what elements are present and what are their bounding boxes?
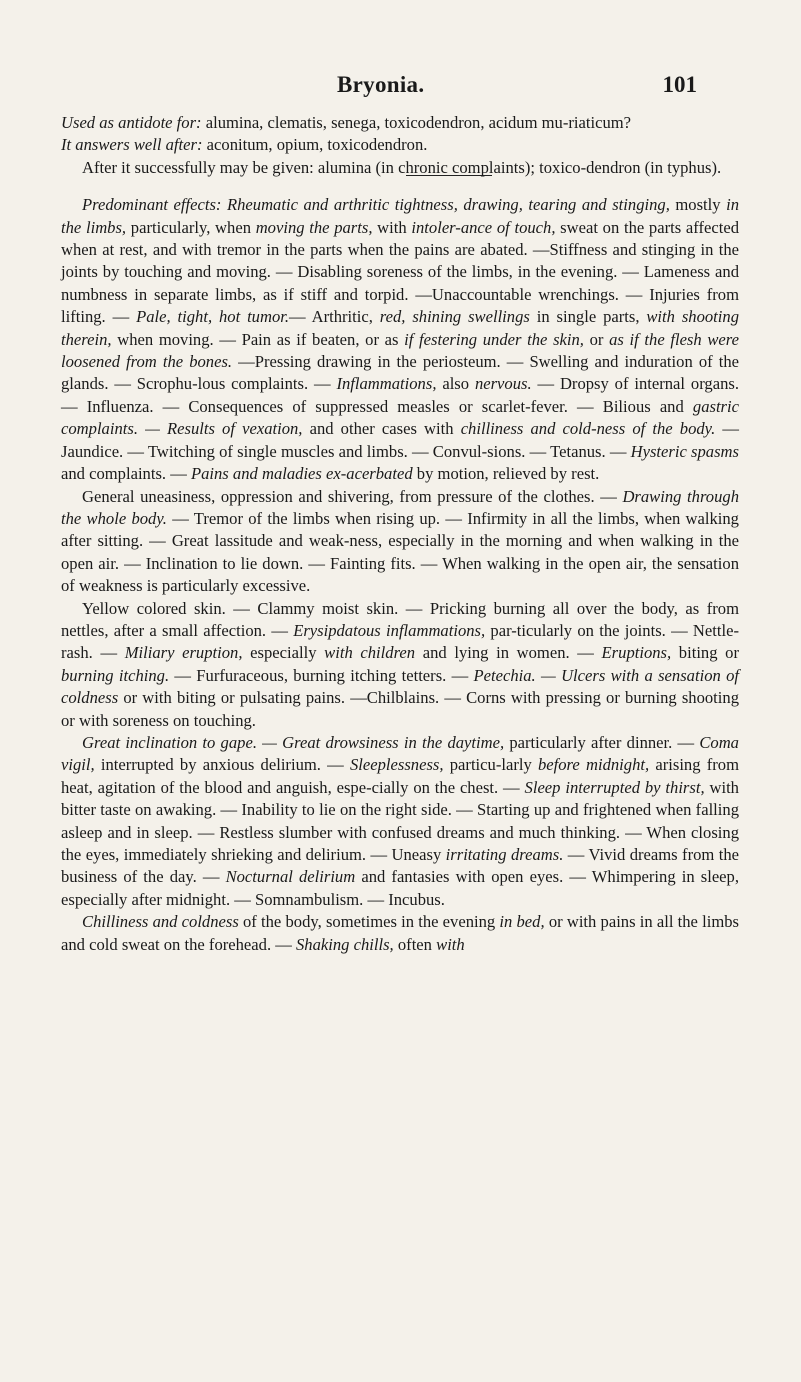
italic-text: intoler-ance of touch, (411, 217, 556, 237)
italic-text: irritating dreams. (445, 845, 564, 864)
italic-text: Erysipdatous inflammations, (293, 620, 486, 640)
body-text: or with biting or pulsating pains. —Chilblains. — Corns with pressing or burning shooting or with soreness on touching. (61, 688, 739, 730)
italic-text: as if the flesh were loosened from the bones. (61, 329, 739, 372)
chilliness-paragraph (61, 911, 739, 956)
italic-text: Chilliness and coldness (82, 912, 239, 932)
body-text: — Arthritic, (289, 307, 380, 327)
body-text: General uneasiness, oppression and shivering, from pressure of the clothes. — (82, 486, 623, 506)
body-text: when moving. — Pain as if beaten, or as (111, 329, 405, 349)
predominant-effects-paragraph (61, 194, 739, 485)
italic-text: in bed, (499, 912, 545, 932)
italic-text: Predominant effects: Rheumatic and arthritic tightness, drawing, tearing and stinging, (82, 195, 670, 215)
body-text: — Furfuraceous, burning itching tetters. — (169, 665, 474, 685)
antidote-text: alumina, clematis, senega, toxicodendron, acidum mu-riaticum? (201, 113, 632, 132)
italic-text: before midnight, (537, 755, 650, 775)
body-text: — Tremor of the limbs when rising up. — Infirmity in all the limbs, when walking after sitting. — Great lassitude and weak-ness, especially in the morning and when walking in the open air. — Inclination to lie down. — Fainting fits. — When walking in the open air, the sensation of weakness is particularly excessive. (61, 508, 739, 596)
body-text: — Vivid dreams from the business of the day. — (61, 845, 739, 887)
body-text: — Jaundice. — Twitching of single muscles and limbs. — Convul-sions. — Tetanus. — (61, 419, 739, 461)
italic-text: Eruptions, (601, 643, 672, 663)
body-text: and complaints. — (61, 464, 191, 484)
body-text: with bitter taste on awaking. — Inability to lie on the right side. — Starting up and frightened when falling asleep and in sleep. — Restless slumber with confused dreams and much thinking. — When closing the eyes, immediately shrieking and delirium. — Uneasy (61, 777, 739, 864)
body-text: often (393, 934, 437, 954)
body-text: especially (242, 643, 325, 663)
italic-text: Inflammations, (336, 374, 437, 394)
body-text: in single parts, (529, 307, 647, 327)
answers-after-paragraph (61, 134, 739, 156)
page-header (0, 72, 801, 102)
italic-text: with (436, 934, 465, 954)
italic-text: with children (324, 643, 416, 663)
body-text: par-ticularly on the joints. — Nettle-rash. — (61, 620, 740, 663)
italic-text: Pale, tight, hot tumor. (136, 307, 290, 327)
body-text: mostly (669, 195, 727, 215)
body-text: particu-larly (443, 755, 538, 775)
body-text: of the body, sometimes in the evening (238, 912, 500, 932)
italic-text: Nocturnal delirium (225, 867, 356, 887)
body-text: Yellow colored skin. — Clammy moist skin. — Pricking burning all over the body, as from nettles, after a small affection. — (61, 598, 739, 640)
italic-text: Sleep interrupted by thirst, (524, 777, 705, 797)
body-text: sweat on the parts affected when at rest, and with tremor in the parts when the pains are abated. —Stiffness and stinging in the joints by touching and moving. — Disabling soreness of the limbs, in the evening. — Lameness and numbness in separate limbs, as if stiff and torpid. —Unaccountable wrenchings. — Injuries from lifting. — (61, 217, 740, 327)
antidote-paragraph (61, 112, 739, 134)
italic-text: with shooting therein, (61, 307, 739, 349)
body-text: particularly after dinner. — (504, 732, 700, 752)
answers-after-label: It answers well after: (61, 135, 203, 155)
sleep-paragraph (61, 732, 739, 911)
italic-text: burning itching. (61, 665, 170, 685)
body-text: — Dropsy of internal organs. — Influenza. — Consequences of suppressed measles or scarlet-fever. — Bilious and (61, 374, 739, 416)
italic-text: Pains and maladies ex-acerbated (190, 464, 413, 484)
general-uneasiness-paragraph (61, 486, 739, 598)
italic-text: Sleeplessness, (349, 755, 444, 775)
italic-text: moving the parts, (255, 217, 373, 237)
body-text: particularly, when (126, 217, 256, 237)
body-text: with (372, 217, 412, 237)
follow-up-paragraph: After it successfully may be given: alumina (in chronic complaints); toxico-dendron (in typhus). (82, 157, 722, 177)
body-text: —Pressing drawing in the periosteum. — Swelling and induration of the glands. — Scrophu-lous complaints. — (61, 352, 739, 394)
italic-text: nervous. (474, 374, 532, 394)
body-text: and other cases with (302, 419, 461, 439)
italic-text: red, shining swellings (379, 307, 530, 327)
antidote-label: Used as antidote for: (61, 113, 202, 132)
body-text: interrupted by anxious delirium. — (94, 755, 350, 775)
italic-text: Great inclination to gape. — Great drowsiness in the daytime, (82, 732, 505, 752)
page-number: 101 (662, 72, 697, 97)
italic-text: Shaking chills, (296, 934, 394, 954)
page-body (61, 112, 739, 956)
skin-paragraph (61, 598, 739, 732)
running-title: Bryonia. (337, 72, 425, 97)
answers-after-text: aconitum, opium, toxicodendron. (202, 135, 428, 155)
body-text: by motion, relieved by rest. (412, 464, 600, 484)
italic-text: Coma vigil, (61, 732, 739, 775)
body-text: or (583, 329, 610, 349)
body-text: or with pains in all the limbs and cold sweat on the forehead. — (61, 912, 739, 954)
body-text: also (436, 374, 475, 394)
italic-text: Drawing through the whole body. (61, 486, 739, 528)
italic-text: Hysteric spasms (630, 441, 739, 461)
italic-text: chilliness and cold-ness of the body. (460, 419, 716, 439)
italic-text: if festering under the skin, (404, 329, 584, 349)
italic-text: Miliary eruption, (124, 643, 243, 663)
body-text: and fantasies with open eyes. — Whimpering in sleep, especially after midnight. — Somnambulism. — Incubus. (61, 867, 739, 909)
body-text: and lying in women. — (415, 643, 602, 663)
italic-text: gastric complaints. — Results of vexation, (61, 396, 739, 439)
body-text: arising from heat, agitation of the blood and anguish, espe-cially on the chest. — (61, 755, 740, 797)
body-text: biting or (671, 643, 739, 663)
italic-text: Petechia. — Ulcers with a sensation of coldness (61, 665, 740, 708)
italic-text: in the limbs, (61, 195, 739, 237)
